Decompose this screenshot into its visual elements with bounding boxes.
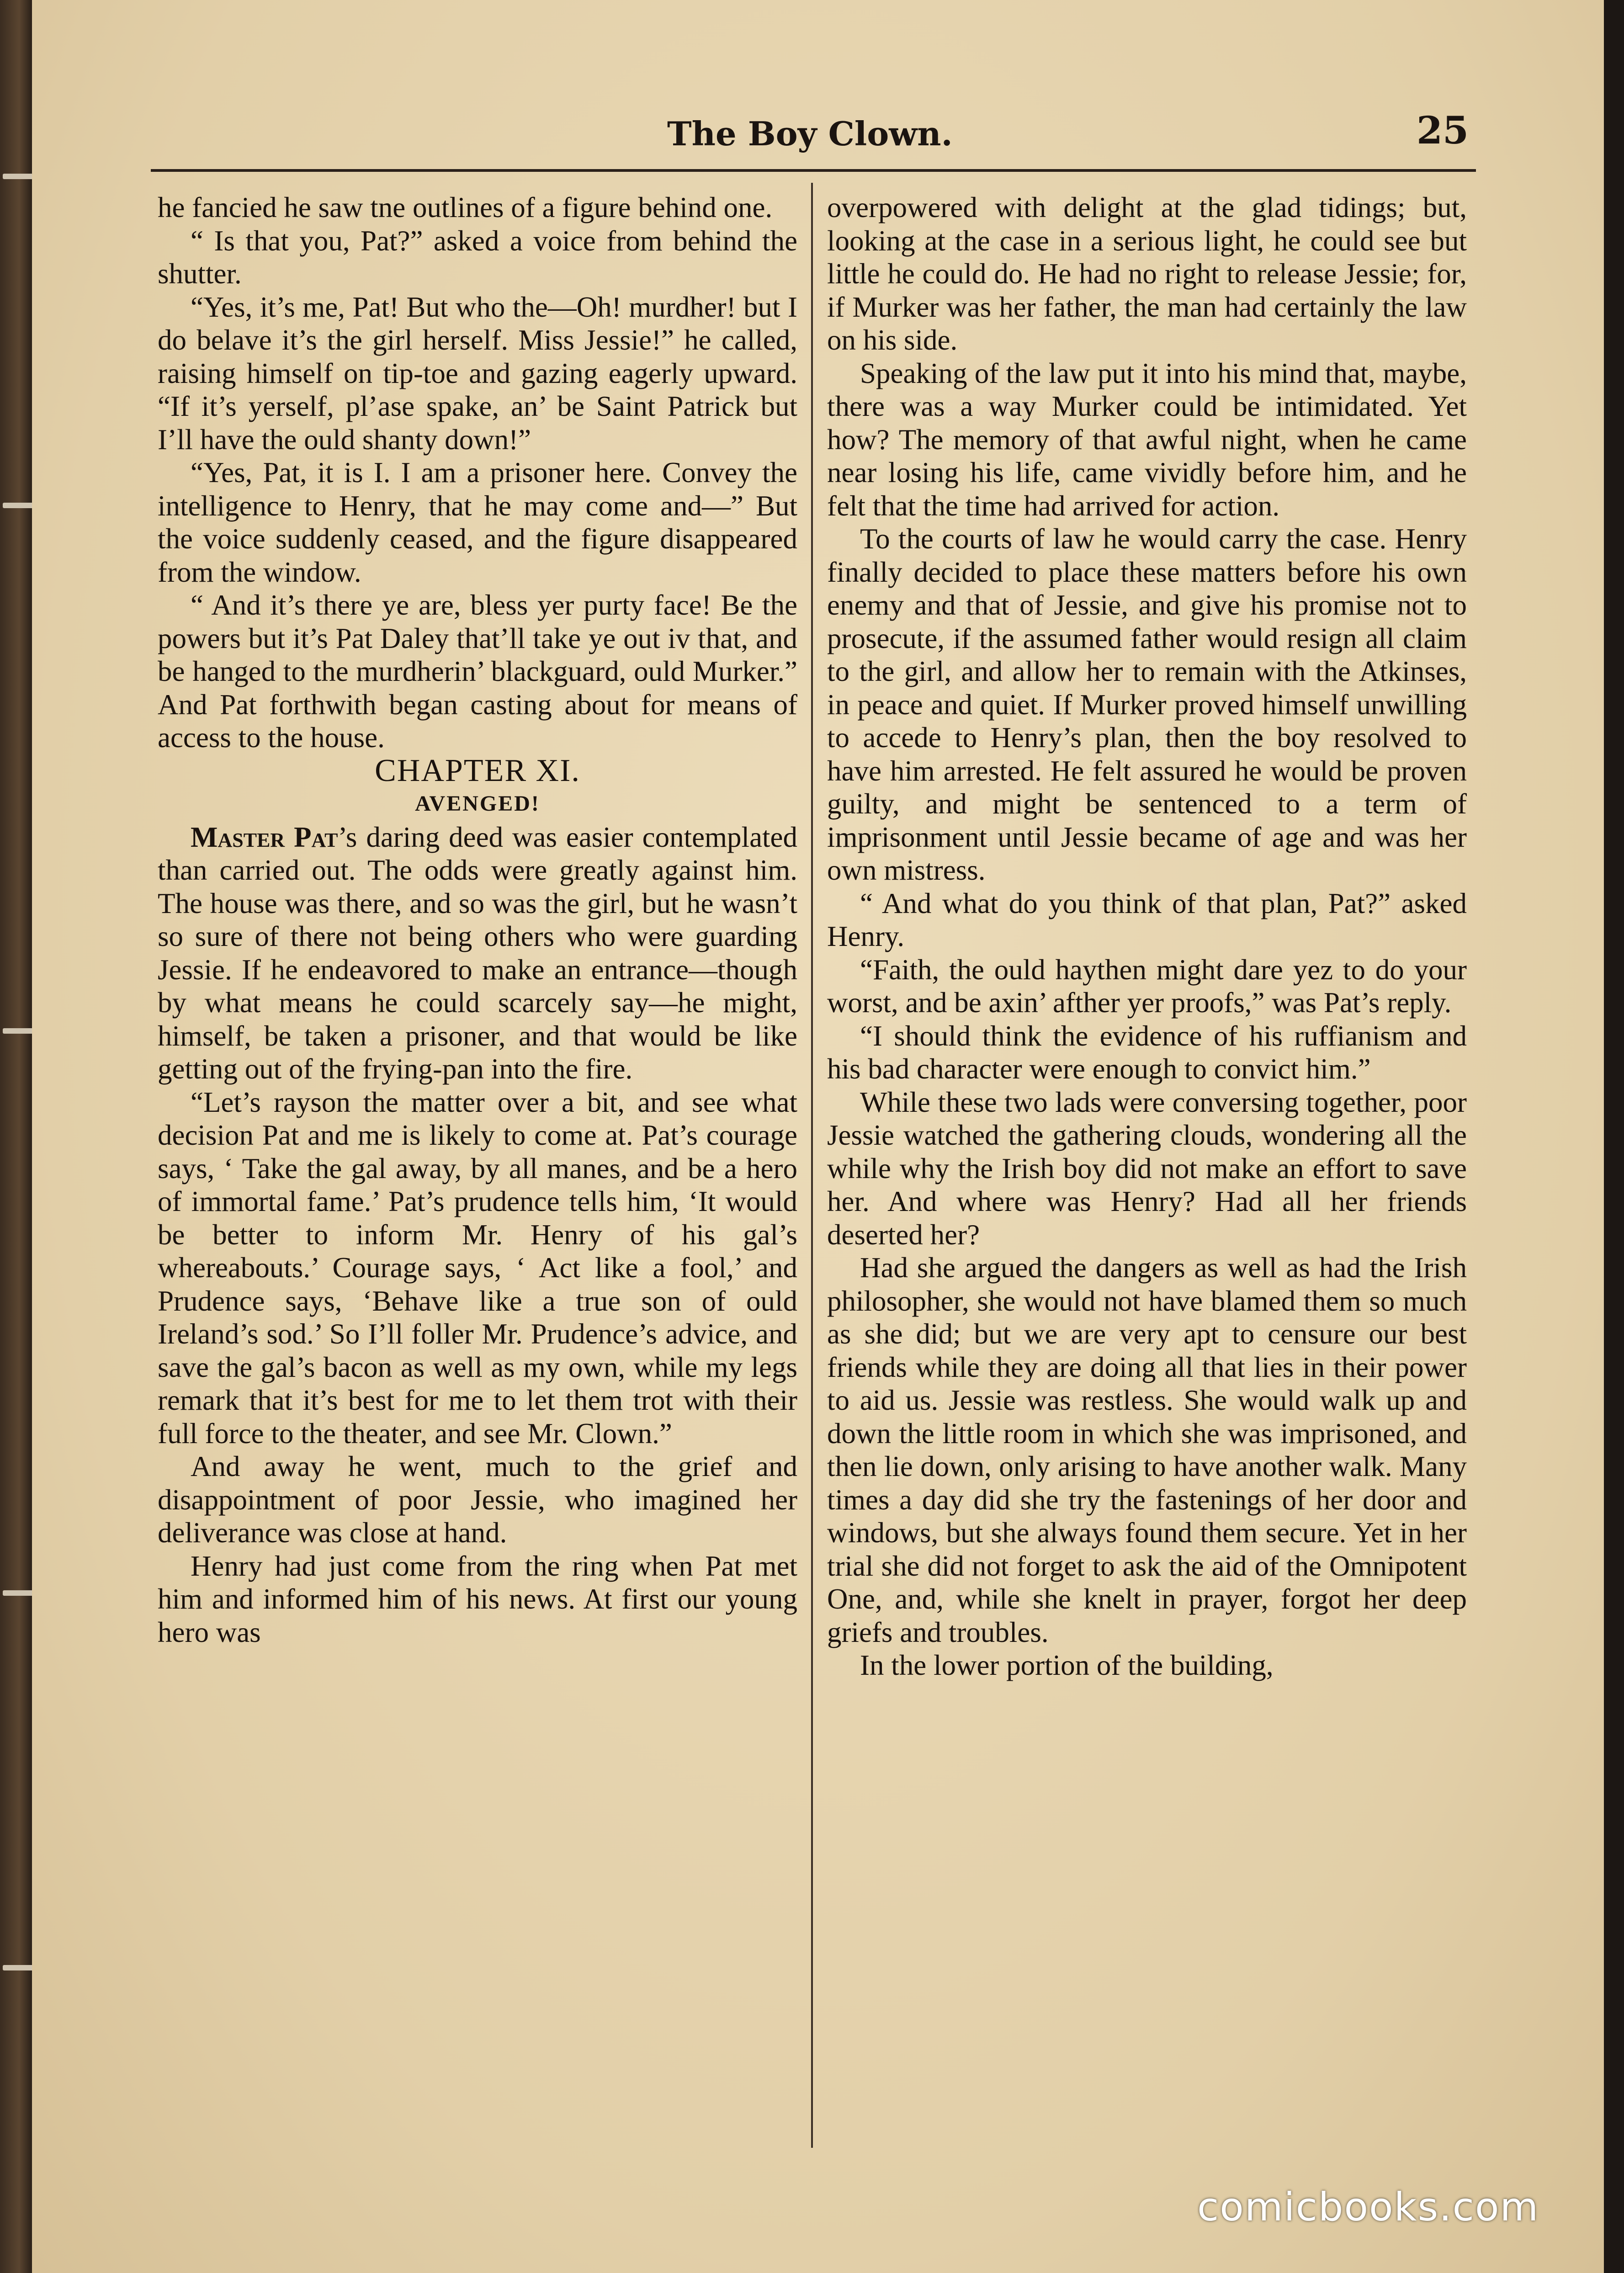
paragraph: “Yes, it’s me, Pat! But who the—Oh! murdher! but I do belave it’s the girl herself. Miss Jessie!” he called, raising himself on tip-toe and gazing eagerly upward. “If it’s yerself, pl’ase spake, an’ be Saint Patrick but I’ll have the ould shanty down!” — [158, 291, 797, 456]
running-title: The Boy Clown. — [667, 114, 953, 153]
paragraph-text: ’s daring deed was easier contemplated than carried out. The odds were greatly against him. The house was there, and so was the girl, but he wasn’t so sure of there not being others who were guarding Jessie. If he endeavored to make an entrance—though by what means he could scarcely say—he might, himself, be taken a prisoner, and that would be like getting out of the frying-pan into the fire. — [158, 821, 797, 1085]
binding-stitch — [3, 503, 35, 508]
chapter-lead-words: Master Pat — [191, 821, 338, 853]
left-column — [158, 191, 797, 1649]
paragraph: Speaking of the law put it into his mind that, maybe, there was a way Murker could be intimidated. Yet how? The memory of that awful night, when he came near losing his life, came vividly before him, and he felt that the time had arrived for action. — [827, 357, 1467, 522]
chapter-title: CHAPTER XI. — [375, 753, 580, 788]
column-divider — [811, 183, 813, 2148]
paragraph: Had she argued the dangers as well as had the Irish philosopher, she would not have blamed them so much as she did; but we are very apt to censure our best friends while they are doing all that lies in their power to aid us. Jessie was restless. She would walk up and down the little room in which she was imprisoned, and then lie down, only arising to have another walk. Many times a day did she try the fastenings of her door and windows, but she always found them secure. Yet in her trial she did not forget to ask the aid of the Omnipotent One, and, while she knelt in prayer, forgot her deep griefs and troubles. — [827, 1252, 1467, 1648]
paragraph: “ Is that you, Pat?” asked a voice from behind the shutter. — [158, 224, 797, 290]
paragraph: While these two lads were conversing together, poor Jessie watched the gathering clouds, wondering all the while why the Irish boy did not make an effort to save her. And where was Henry? Had all her friends deserted her? — [827, 1086, 1467, 1251]
binding-stitch — [3, 1028, 35, 1034]
binding-stitch — [3, 1965, 35, 1970]
binding-stitch — [3, 1590, 35, 1596]
header-rule — [151, 169, 1476, 172]
paragraph: overpowered with delight at the glad tidings; but, looking at the case in a serious light, he could see but little he could do. He had no right to release Jessie; for, if Murker was her father, the man had certainly the law on his side. — [827, 191, 1467, 356]
paragraph: Henry had just come from the ring when Pat met him and informed him of his news. At first our young hero was — [158, 1550, 797, 1648]
paragraph: In the lower portion of the building, — [860, 1649, 1274, 1681]
page-number: 25 — [1417, 109, 1469, 153]
paragraph: To the courts of law he would carry the case. Henry finally decided to place these matters before his own enemy and that of Jessie, and give his promise not to prosecute, if the assumed father would resign all claim to the girl, and allow her to remain with the Atkinses, in peace and quiet. If Murker proved himself unwilling to accede to Henry’s plan, then the boy resolved to have him arrested. He felt assured he would be proven guilty, and might be sentenced to a term of imprisonment until Jessie became of age and was her own mistress. — [827, 523, 1467, 886]
paragraph: “ And it’s there ye are, bless yer purty face! Be the powers but it’s Pat Daley that’ll take ye out iv that, and be hanged to the murdherin’ blackguard, ould Murker.” And Pat forthwith began casting about for means of access to the house. — [158, 589, 797, 754]
book-spine — [0, 0, 32, 2273]
paragraph: And away he went, much to the grief and disappointment of poor Jessie, who imagined her deliverance was close at hand. — [158, 1450, 797, 1549]
running-header — [0, 101, 1624, 155]
paragraph: “Faith, the ould haythen might dare yez to do your worst, and be axin’ afther yer proofs,” was Pat’s reply. — [827, 953, 1467, 1019]
site-watermark: comicbooks.com — [1197, 2184, 1539, 2230]
paragraph: “Yes, Pat, it is I. I am a prisoner here. Convey the intelligence to Henry, that he may come and—” But the voice suddenly ceased, and the figure disappeared from the window. — [158, 457, 797, 588]
paragraph: “ And what do you think of that plan, Pat?” asked Henry. — [827, 887, 1467, 952]
paragraph: he fancied he saw tne outlines of a figure behind one. — [158, 191, 773, 223]
paragraph: “Let’s rayson the matter over a bit, and see what decision Pat and me is likely to come at. Pat’s courage says, ‘ Take the gal away, by all manes, and be a hero of immortal fame.’ Pat’s prudence tells him, ‘It would be better to inform Mr. Henry of his gal’s whereabouts.’ Courage says, ‘ Act like a fool,’ and Prudence says, ‘Behave like a true son of ould Ireland’s sod.’ So I’ll foller Mr. Prudence’s advice, and save the gal’s bacon as well as my own, while my legs remark that it’s best for me to let them trot with their full force to the theater, and see Mr. Clown.” — [158, 1086, 797, 1450]
paragraph — [158, 821, 797, 1086]
chapter-subtitle: AVENGED! — [415, 791, 540, 816]
right-column — [827, 191, 1467, 1682]
paragraph: “I should think the evidence of his ruffianism and his bad character were enough to convict him.” — [827, 1020, 1467, 1085]
binding-stitch — [3, 174, 35, 179]
